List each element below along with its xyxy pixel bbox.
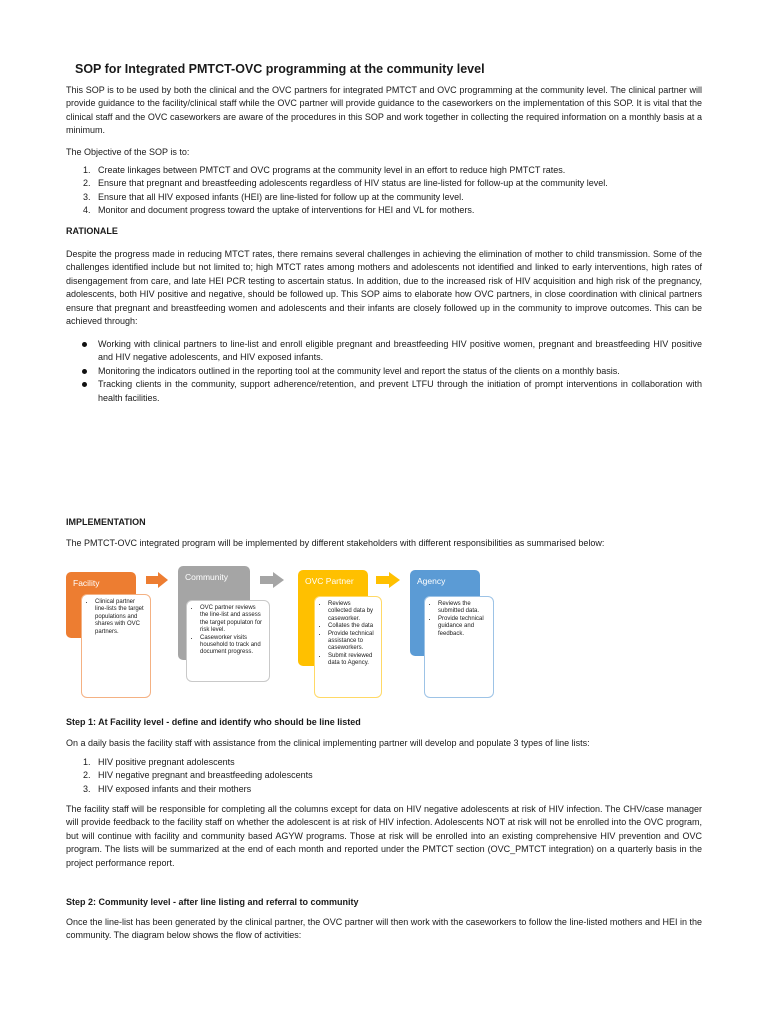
- facility-stage-item: • Clinical partner line-lists the target populations and shares with OVC partners.: [95, 599, 145, 636]
- objective-intro: The Objective of the SOP is to:: [66, 147, 190, 157]
- agency-stage-item: • Reviews the submitted data.: [438, 601, 488, 616]
- rationale-bullets: [66, 338, 702, 405]
- ovc-partner-stage-item: • Provide technical assistance to caseworkers.: [328, 631, 376, 653]
- intro-paragraph: This SOP is to be used by both the clinical and the OVC partners for integrated PMTCT and OVC programming at the community level. The clinical partner will provide guidance to the facility/clinical staff while the OVC partner will provide guidance to the caseworkers on the implementation of this SOP. It is vital that the clinical staff and the OVC caseworkers are aware of the procedures in this SOP and work together in collecting the required information on a monthly basis at a minimum.: [66, 85, 702, 136]
- community-stage-box: [186, 600, 270, 682]
- line-list-item: 2. HIV negative pregnant and breastfeeding adolescents: [83, 770, 313, 781]
- implementation-heading: IMPLEMENTATION: [66, 517, 146, 527]
- arrow-icon: [146, 572, 168, 588]
- line-list-item: 3. HIV exposed infants and their mothers: [83, 783, 252, 794]
- arrow-icon: [376, 572, 400, 588]
- rationale-paragraph: Despite the progress made in reducing MTCT rates, there remains several challenges in achieving the elimination of mother to child transmission. Some of the challenges identified include but not limited to; high MTCT rates among mothers and adolescents not identified and linked to early interventions, high rates of disengagement from care, and late HEI PCR testing to ascertain status. In addition, due to the increased risk of HIV acquisition and high risk of the pregnancy, adolescents, both HIV positive and negative, should be followed up. This SOP aims to elaborate how OVC partners, in close coordination with clinical partners ensure that pregnant and breastfeeding women and adolescents and their infants are closely followed up in the community to improve outcomes. This can be achieved through:: [66, 249, 702, 327]
- rationale-heading: RATIONALE: [66, 226, 118, 236]
- ovc-partner-stage-item: • Reviews collected data by caseworker.: [328, 601, 376, 623]
- agency-stage-label: Agency: [417, 576, 446, 586]
- community-stage-item: • OVC partner reviews the line-list and assess the target populaton for risk level.: [200, 605, 264, 635]
- implementation-flow-diagram: [66, 566, 506, 706]
- line-lists: [66, 756, 702, 796]
- community-stage-label: Community: [185, 572, 228, 582]
- step1-body: The facility staff will be responsible for completing all the columns except for data on HIV negative adolescents at risk of HIV infection. The CHV/case manager will provide feedback to the facility staff on whether the adolescent is at risk of HIV infection. Adolescents NOT at risk will not be enrolled into the OVC program, but will continue with facility and community based AGYW programs. Those at risk will be enrolled into an existing comprehensive HIV prevention and OVC program. The lists will be summarized at the end of each month and reported under the PMTCT section (OVC_PMTCT integration) on a quarterly basis in the project performance report.: [66, 804, 702, 868]
- rationale-bullet: Working with clinical partners to line-list and enroll eligible pregnant and breastfeeding HIV positive women, pregnant and breastfeeding HIV positive and HIV negative adolescents, and HIV exposed infants.: [66, 338, 702, 365]
- line-list-item: 1. HIV positive pregnant adolescents: [83, 757, 235, 767]
- rationale-bullet: Tracking clients in the community, support adherence/retention, and prevent LTFU through the initiation of prompt interventions in collaboration with health facilities.: [66, 378, 702, 405]
- objectives-list: [66, 164, 702, 218]
- ovc-partner-stage-label: OVC Partner: [305, 576, 354, 586]
- objective-item: 3. Ensure that all HIV exposed infants (HEI) are line-listed for follow up at the community level.: [83, 191, 464, 202]
- community-stage-item: • Caseworker visits household to track and document progress.: [200, 635, 264, 657]
- ovc-partner-stage-item: • Collates the data: [328, 623, 376, 630]
- facility-stage-label: Facility: [73, 578, 100, 588]
- step1-heading: Step 1: At Facility level - define and identify who should be line listed: [66, 717, 361, 727]
- rationale-bullet: Monitoring the indicators outlined in the reporting tool at the community level and report the status of the clients on a monthly basis.: [66, 365, 702, 378]
- objective-item: 2. Ensure that pregnant and breastfeeding adolescents regardless of HIV status are line-listed for follow-up at the community level.: [83, 178, 608, 189]
- agency-stage-box: [424, 596, 494, 698]
- arrow-icon: [260, 572, 284, 588]
- step1-intro: On a daily basis the facility staff with assistance from the clinical implementing partner will develop and populate 3 types of line lists:: [66, 738, 590, 748]
- step2-body: Once the line-list has been generated by the clinical partner, the OVC partner will then work with the caseworkers to follow the line-listed mothers and HEI in the community. The diagram below shows the flow of activities:: [66, 917, 702, 941]
- facility-stage-box: [81, 594, 151, 698]
- document-title: SOP for Integrated PMTCT-OVC programming at the community level: [75, 62, 485, 76]
- objective-item: 4. Monitor and document progress toward the uptake of interventions for HEI and VL for mothers.: [83, 205, 475, 216]
- ovc-partner-stage-box: [314, 596, 382, 698]
- implementation-paragraph: The PMTCT-OVC integrated program will be implemented by different stakeholders with different responsibilities as summarised below:: [66, 538, 605, 548]
- ovc-partner-stage-item: • Submit reviewed data to Agency.: [328, 653, 376, 668]
- agency-stage-item: • Provide technical guidance and feedback.: [438, 616, 488, 638]
- step2-heading: Step 2: Community level - after line listing and referral to community: [66, 897, 359, 907]
- objective-item: 1. Create linkages between PMTCT and OVC programs at the community level in an effort to reduce high PMTCT rates.: [83, 165, 566, 175]
